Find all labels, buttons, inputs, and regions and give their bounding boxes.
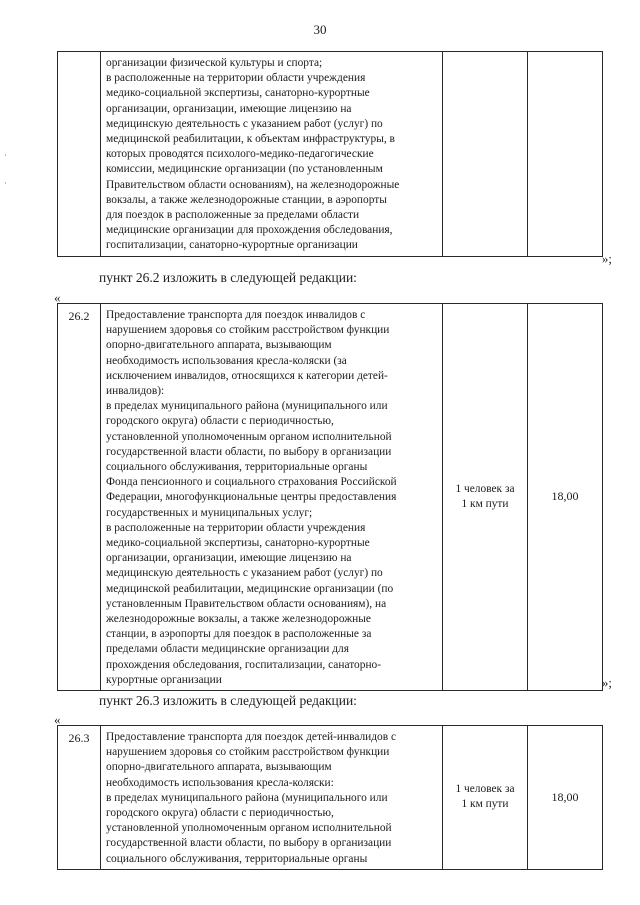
unit-cell: [443, 726, 528, 870]
description-line: опорно-двигательного аппарата, вызывающим: [106, 761, 332, 774]
rate-cell: 18,00: [528, 726, 603, 870]
description-line: нарушением здоровья со стойким расстройством функции: [106, 746, 390, 759]
description-line: Предоставление транспорта для поездок детей-инвалидов с: [106, 731, 397, 743]
rate-cell: 18,00: [528, 304, 603, 691]
description-line: социального обслуживания, территориальные органы: [106, 852, 368, 865]
description-line: установленным Правительством области основаниям), на: [106, 597, 387, 610]
description-line: госпитализации, санаторно-курортные организации: [106, 239, 358, 252]
description-line: курортные организации: [106, 673, 222, 686]
description-line: инвалидов):: [106, 385, 165, 398]
table-item-26-2: [57, 303, 603, 691]
unit-line: 1 человек за: [455, 783, 515, 796]
table-row: [58, 52, 603, 257]
description-line: государственной власти области, по выбору в организации: [106, 445, 392, 458]
description-line: железнодорожные вокзалы, а также железнодорожные: [106, 613, 371, 626]
description-line: городского округа) области с периодичностью,: [106, 415, 334, 428]
description-line: медицинские организации для прохождения обследования,: [106, 224, 393, 237]
scan-mark: ·: [4, 150, 7, 160]
description-line: необходимость использования кресла-коляски:: [106, 776, 334, 789]
description-line: комиссии, медицинские организации (по установленным: [106, 163, 383, 176]
description-cell: [101, 726, 443, 870]
description-line: нарушением здоровья со стойким расстройством функции: [106, 324, 390, 337]
description-line: медицинскую деятельность с указанием работ (услуг) по: [106, 117, 383, 130]
table-row: [58, 304, 603, 691]
opening-quote: «: [54, 290, 61, 305]
description-line: в расположенные на территории области учреждения: [106, 521, 366, 534]
table-continuation: [57, 51, 603, 257]
unit-line: 1 км пути: [461, 498, 509, 511]
description-cell: [101, 52, 443, 257]
description-line: необходимость использования кресла-коляски (за: [106, 354, 347, 367]
item-number-cell: 26.3: [58, 726, 101, 870]
description-line: Предоставление транспорта для поездок инвалидов с: [106, 309, 366, 321]
description-line: медицинскую деятельность с указанием работ (услуг) по: [106, 567, 383, 580]
description-line: государственных и муниципальных услуг;: [106, 506, 313, 519]
description-line: вокзалы, а также железнодорожные станции, в аэропорты: [106, 193, 387, 206]
description-line: пределами области медицинские организации для: [106, 643, 349, 656]
description-line: социального обслуживания, территориальные органы: [106, 461, 368, 474]
unit-cell: [443, 52, 528, 257]
table-row: [58, 726, 603, 870]
unit-line: 1 человек за: [455, 482, 515, 495]
description-line: в расположенные на территории области учреждения: [106, 72, 366, 85]
description-line: городского округа) области с периодичностью,: [106, 807, 334, 820]
closing-quote: »;: [601, 675, 612, 690]
description-line: организации, организации, имеющие лицензию на: [106, 552, 352, 565]
description-line: станции, в аэропорты для поездок в расположенные за: [106, 628, 372, 641]
instruction-text: пункт 26.2 изложить в следующей редакции:: [99, 270, 357, 285]
description-line: для поездок в расположенные за пределами области: [106, 209, 360, 222]
instruction-text: пункт 26.3 изложить в следующей редакции:: [99, 693, 357, 708]
description-line: в пределах муниципального района (муниципального или: [106, 400, 388, 413]
description-line: установленной уполномоченным органом исполнительной: [106, 822, 392, 835]
item-number-cell: [58, 52, 101, 257]
description-line: Правительством области основаниям), на железнодорожные: [106, 178, 400, 191]
description-line: медицинской реабилитации, к объектам инфраструктуры, в: [106, 133, 395, 146]
table-item-26-3: [57, 725, 603, 870]
description-line: прохождения обследования, госпитализации, санаторно-: [106, 658, 382, 671]
scan-mark: ·: [4, 178, 7, 188]
description-line: медико-социальной экспертизы, санаторно-курортные: [106, 87, 370, 100]
description-line: Фонда пенсионного и социального страхования Российской: [106, 476, 397, 489]
description-cell: [101, 304, 443, 691]
rate-cell: [528, 52, 603, 257]
item-number-cell: 26.2: [58, 304, 101, 691]
description-line: Федерации, многофункциональные центры предоставления: [106, 491, 397, 504]
description-line: государственной власти области, по выбору в организации: [106, 837, 392, 850]
page-number: 30: [313, 22, 327, 37]
opening-quote: «: [54, 712, 61, 727]
description-line: медико-социальной экспертизы, санаторно-курортные: [106, 537, 370, 550]
description-line: в пределах муниципального района (муниципального или: [106, 791, 388, 804]
unit-line: 1 км пути: [461, 798, 509, 811]
description-line: организации, организации, имеющие лицензию на: [106, 102, 352, 115]
description-line: исключением инвалидов, относящихся к категории детей-: [106, 369, 388, 382]
description-line: организации физической культуры и спорта;: [106, 57, 323, 69]
description-line: опорно-двигательного аппарата, вызывающим: [106, 339, 332, 352]
description-line: установленной уполномоченным органом исполнительной: [106, 430, 392, 443]
closing-quote: »;: [601, 251, 612, 266]
description-line: медицинской реабилитации, медицинские организации (по: [106, 582, 394, 595]
unit-cell: [443, 304, 528, 691]
description-line: которых проводятся психолого-медико-педагогические: [106, 148, 374, 161]
